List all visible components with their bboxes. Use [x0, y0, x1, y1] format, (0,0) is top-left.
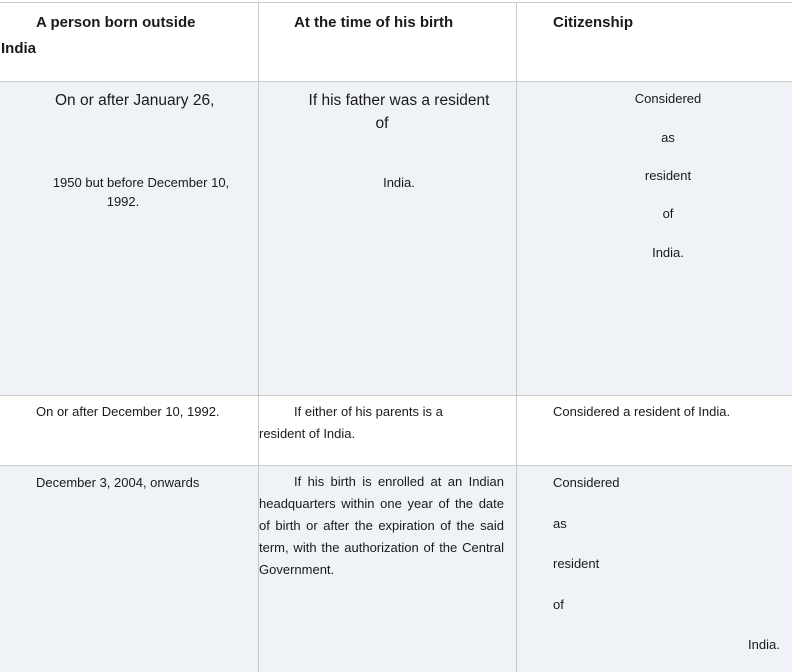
row3-col1: December 3, 2004, onwards [36, 475, 200, 490]
column-divider [516, 2, 517, 672]
row2-col2-line2: resident of India. [259, 426, 356, 441]
row3-col2: If his birth is enrolled at an Indian headquarters within one year of the date of birth or after the expiration of the said term, with the authorization of the Central Government. [259, 474, 504, 577]
row1-col3-word: of [662, 206, 674, 221]
row1-col3-word: resident [644, 168, 692, 183]
header-born-outside-line2: India [1, 40, 37, 57]
header-citizenship: Citizenship [553, 14, 634, 31]
row3-col3-word: of [553, 597, 564, 612]
row1-col2-line3: India. [383, 175, 415, 190]
row3-col3-word: resident [553, 556, 600, 571]
row1-col3-word: India. [652, 245, 684, 260]
row1-col1-line1: On or after January 26, [55, 92, 215, 109]
row2-col1: On or after December 10, 1992. [36, 404, 220, 419]
row1-col2-line1: If his father was a resident [308, 92, 490, 109]
row3-col3-word: India. [748, 637, 780, 652]
header-born-outside-line1: A person born outside [36, 14, 196, 31]
row1-col1-line2: 1950 but before December 10, [52, 175, 230, 190]
row3-col3-word: Considered [553, 475, 620, 490]
row3-col3-word: as [553, 516, 567, 531]
row1-col1-line3: 1992. [106, 194, 140, 209]
row1-col3-word: Considered [634, 91, 702, 106]
row1-col2-line2: of [375, 115, 389, 132]
row2-col3: Considered a resident of India. [553, 404, 731, 419]
row1-col3-word: as [661, 130, 675, 145]
row2-col2-line1: If either of his parents is a [294, 404, 443, 419]
header-time-of-birth: At the time of his birth [294, 14, 454, 31]
